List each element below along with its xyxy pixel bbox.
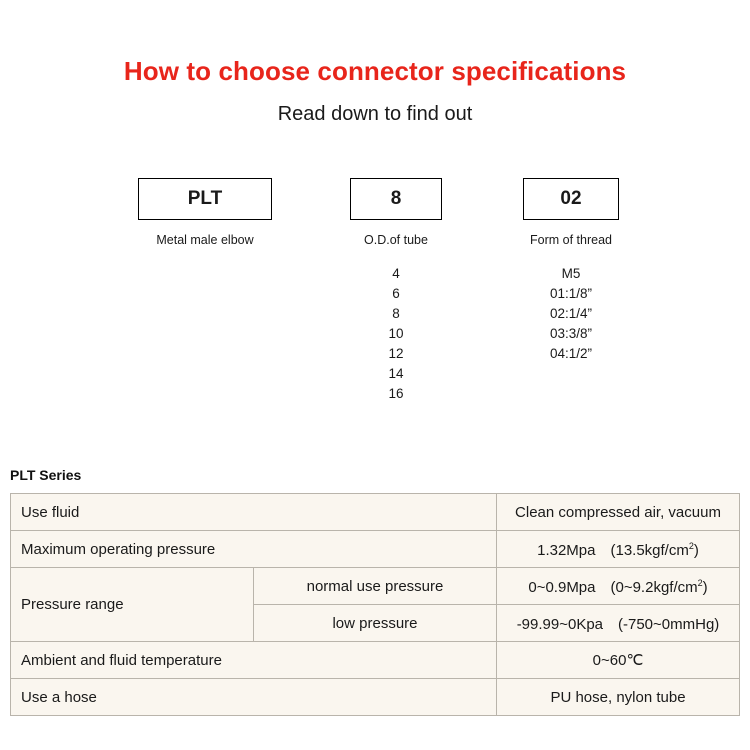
code-caption-tube-od: O.D.of tube [364, 233, 428, 247]
row-value-tail: ) [693, 541, 699, 559]
code-box-thread: 02 [523, 178, 619, 220]
option-item: 03:3/8” [549, 325, 593, 341]
row-value-text: 1.32Mpa (13.5kgf/cm [537, 541, 689, 559]
option-item: 6 [392, 285, 400, 301]
code-options-thread [523, 264, 619, 364]
page-title: How to choose connector specifications [123, 56, 627, 86]
option-item: 02:1/4” [549, 305, 593, 321]
code-box-tube-od: 8 [350, 178, 442, 220]
option-item: 4 [392, 265, 400, 281]
row-value: -99.99~0Kpa (-750~0mmHg) [497, 605, 740, 642]
row-label: Use fluid [11, 494, 497, 531]
code-column-tube-od [350, 178, 442, 404]
code-column-series [138, 178, 272, 250]
code-builder [0, 178, 750, 401]
table-row [11, 531, 740, 568]
table-row [11, 568, 740, 605]
row-value: PU hose, nylon tube [497, 679, 740, 716]
row-sublabel: low pressure [254, 605, 497, 642]
table-row [11, 679, 740, 716]
code-column-thread [523, 178, 619, 364]
row-value-text: 0~0.9Mpa (0~9.2kgf/cm [528, 578, 698, 596]
row-value-sup: 2 [697, 577, 703, 588]
row-value: 0~60℃ [497, 642, 740, 679]
code-box-series: PLT [138, 178, 272, 220]
table-row [11, 642, 740, 679]
code-caption-thread: Form of thread [530, 233, 612, 247]
row-label: Ambient and fluid temperature [11, 642, 497, 679]
row-value [497, 568, 740, 605]
page-subtitle: Read down to find out [277, 103, 473, 125]
code-options-tube-od [350, 264, 442, 404]
option-item: 04:1/2” [549, 345, 593, 361]
row-value-tail: ) [702, 578, 708, 596]
row-label: Maximum operating pressure [11, 531, 497, 568]
code-caption-series: Metal male elbow [156, 233, 254, 247]
option-item: 10 [388, 325, 404, 341]
option-item: 14 [388, 365, 404, 381]
option-item: 16 [388, 385, 404, 401]
row-value: Clean compressed air, vacuum [497, 494, 740, 531]
option-item: M5 [561, 265, 581, 281]
option-item: 12 [388, 345, 404, 361]
specification-table [10, 493, 740, 716]
row-label: Pressure range [11, 568, 254, 642]
option-item: 8 [392, 305, 400, 321]
series-label: PLT Series [10, 467, 82, 483]
row-value [497, 531, 740, 568]
row-value-sup: 2 [688, 540, 694, 551]
table-row [11, 494, 740, 531]
row-label: Use a hose [11, 679, 497, 716]
option-item: 01:1/8” [549, 285, 593, 301]
row-sublabel: normal use pressure [254, 568, 497, 605]
